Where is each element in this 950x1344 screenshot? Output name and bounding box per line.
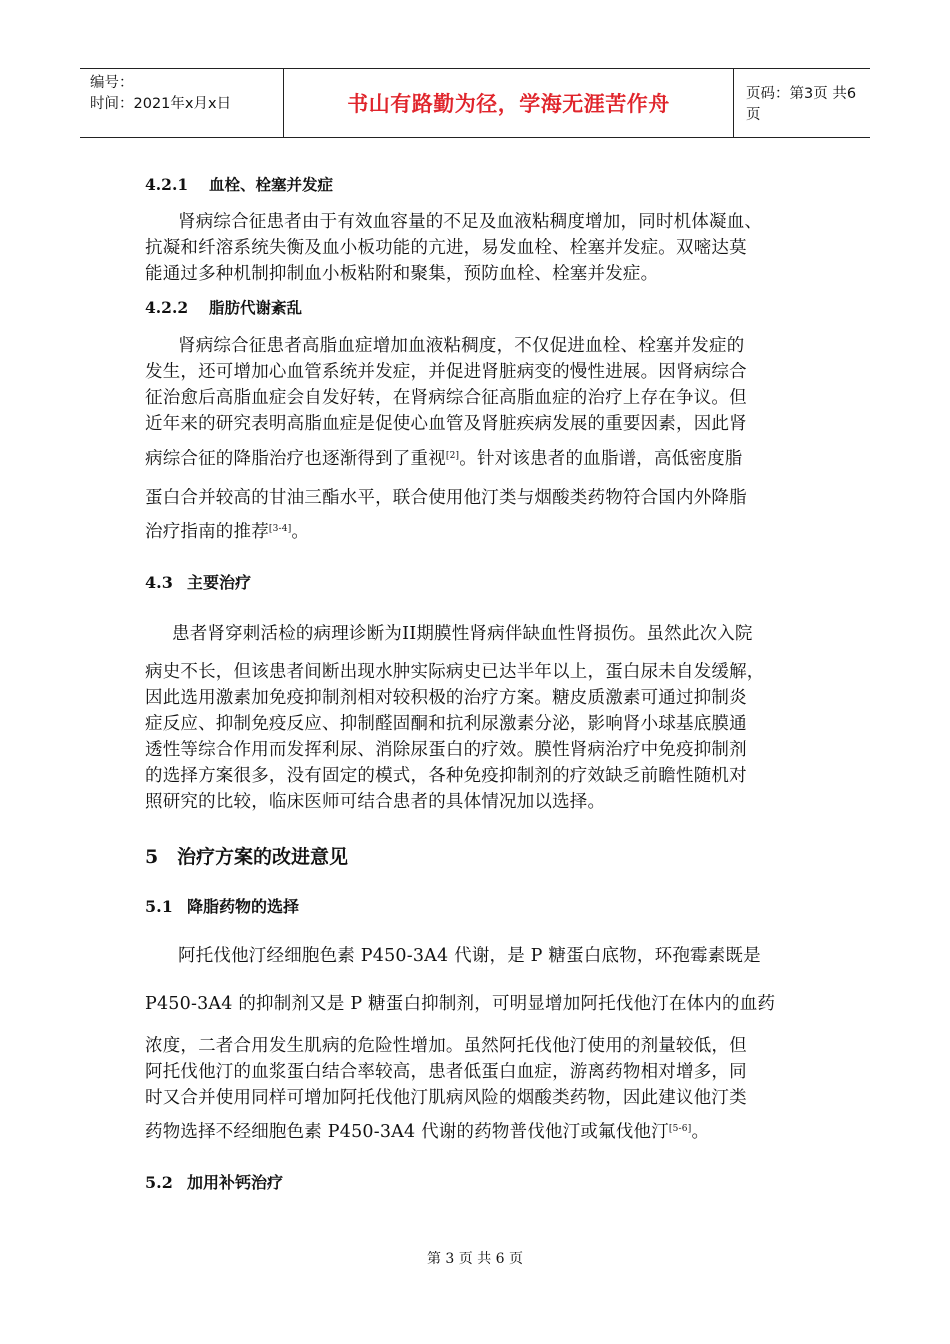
paragraph-line: 症反应、抑制免疫反应、抑制醛固酮和抗利尿激素分泌，影响肾小球基底膜通 xyxy=(145,714,747,734)
heading-4-3 xyxy=(145,570,251,593)
citation: [5-6] xyxy=(668,1124,692,1134)
paragraph-line: 药物选择不经细胞色素 P450-3A4 代谢的药物普伐他汀或氟伐他汀[5-6]。 xyxy=(145,1122,710,1142)
time-label: 时间：2021年x月x日 xyxy=(90,96,232,112)
heading-number: 5.1 xyxy=(145,897,173,916)
heading-4-2-2 xyxy=(145,296,302,318)
heading-title: 降脂药物的选择 xyxy=(187,897,300,916)
paragraph-line: 抗凝和纤溶系统失衡及血小板功能的亢进，易发血栓、栓塞并发症。双嘧达莫 xyxy=(145,238,747,258)
heading-5-1 xyxy=(145,894,299,917)
heading-title: 血栓、栓塞并发症 xyxy=(209,175,334,194)
paragraph-line: 浓度，二者合用发生肌病的危险性增加。虽然阿托伐他汀使用的剂量较低，但 xyxy=(145,1036,747,1056)
heading-4-2-1 xyxy=(145,173,333,195)
header-page-label: 页码：第3页 共6页 xyxy=(746,86,857,123)
paragraph-line: 照研究的比较，临床医师可结合患者的具体情况加以选择。 xyxy=(145,792,606,812)
paragraph-line: 能通过多种机制抑制血小板粘附和聚集，预防血栓、栓塞并发症。 xyxy=(145,264,659,284)
number-label: 编号： xyxy=(90,75,134,91)
paragraph-line: 肾病综合征患者高脂血症增加血液粘稠度，不仅促进血栓、栓塞并发症的 xyxy=(178,336,745,356)
heading-5-2 xyxy=(145,1170,283,1193)
header-motto: 书山有路勤为径，学海无涯苦作舟 xyxy=(284,69,734,137)
paragraph-line: 的选择方案很多，没有固定的模式，各种免疫抑制剂的疗效缺乏前瞻性随机对 xyxy=(145,766,747,786)
paragraph-line: 时又合并使用同样可增加阿托伐他汀肌病风险的烟酸类药物，因此建议他汀类 xyxy=(145,1088,747,1108)
citation: [3-4] xyxy=(268,524,292,534)
paragraph-line: 病史不长，但该患者间断出现水肿实际病史已达半年以上，蛋白尿未自发缓解， xyxy=(145,662,765,682)
page-header xyxy=(80,68,870,138)
paragraph-line: 蛋白合并较高的甘油三酯水平，联合使用他汀类与烟酸类药物符合国内外降脂 xyxy=(145,488,747,508)
header-meta xyxy=(80,69,284,137)
heading-number: 4.2.1 xyxy=(145,175,189,194)
citation: [2] xyxy=(445,451,460,461)
paragraph-line: 治疗指南的推荐[3-4]。 xyxy=(145,522,310,542)
heading-title: 加用补钙治疗 xyxy=(187,1173,284,1192)
paragraph-line: 透性等综合作用而发挥利尿、消除尿蛋白的疗效。膜性肾病治疗中免疫抑制剂 xyxy=(145,740,747,760)
heading-number: 5.2 xyxy=(145,1173,173,1192)
paragraph-line: 阿托伐他汀的血浆蛋白结合率较高，患者低蛋白血症，游离药物相对增多，同 xyxy=(145,1062,747,1082)
paragraph-line: 因此选用激素加免疫抑制剂相对较积极的治疗方案。糖皮质激素可通过抑制炎 xyxy=(145,688,747,708)
paragraph-line: 病综合征的降脂治疗也逐渐得到了重视[2]。针对该患者的血脂谱，高低密度脂 xyxy=(145,449,743,469)
paragraph-line: 阿托伐他汀经细胞色素 P450-3A4 代谢，是 P 糖蛋白底物，环孢霉素既是 xyxy=(178,946,761,966)
heading-title: 脂肪代谢紊乱 xyxy=(209,298,303,317)
paragraph-line: 肾病综合征患者由于有效血容量的不足及血液粘稠度增加，同时机体凝血、 xyxy=(178,212,763,232)
heading-title: 治疗方案的改进意见 xyxy=(177,846,349,868)
paragraph-line: P450-3A4 的抑制剂又是 P 糖蛋白抑制剂，可明显增加阿托伐他汀在体内的血药 xyxy=(145,994,776,1014)
paragraph-line: 发生，还可增加心血管系统并发症，并促进肾脏病变的慢性进展。因肾病综合 xyxy=(145,362,747,382)
heading-number: 5 xyxy=(145,846,159,868)
heading-title: 主要治疗 xyxy=(187,573,252,592)
paragraph-line: 近年来的研究表明高脂血症是促使心血管及肾脏疾病发展的重要因素，因此肾 xyxy=(145,414,747,434)
heading-number: 4.3 xyxy=(145,573,173,592)
paragraph-line: 患者肾穿刺活检的病理诊断为II期膜性肾病伴缺血性肾损伤。虽然此次入院 xyxy=(172,624,753,644)
heading-number: 4.2.2 xyxy=(145,298,189,317)
page-footer: 第 3 页 共 6 页 xyxy=(426,1251,524,1267)
paragraph-line: 征治愈后高脂血症会自发好转，在肾病综合征高脂血症的治疗上存在争议。但 xyxy=(145,388,747,408)
heading-5 xyxy=(145,842,348,869)
